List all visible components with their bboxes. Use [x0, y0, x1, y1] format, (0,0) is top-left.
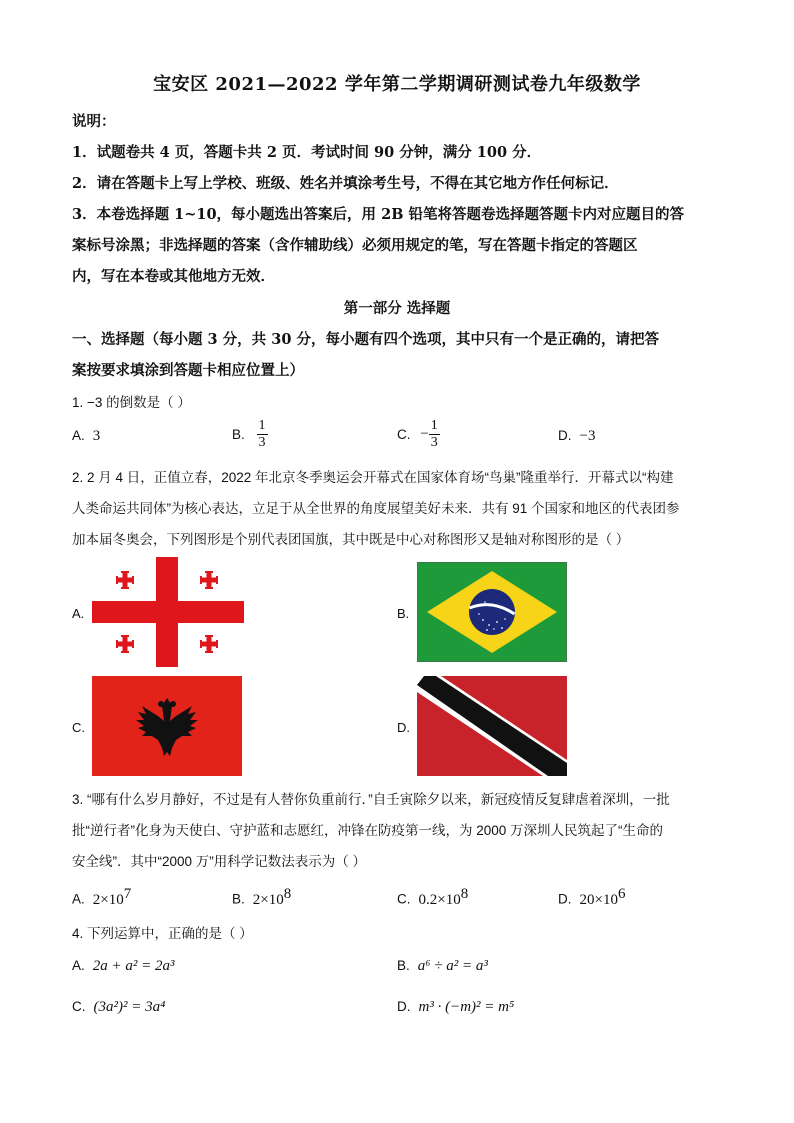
- section-intro-2: 案按要求填涂到答题卡相应位置上）: [72, 362, 304, 379]
- q1-option-a: A. 3: [72, 428, 101, 444]
- q1-option-b: B. $\frac{1}{3}$: [232, 418, 266, 450]
- q2-stem-3: 加本届冬奥会，下列图形是个别代表团国旗，其中既是中心对称图形又是轴对称图形的是（ ）: [72, 532, 630, 547]
- q2-stem-2: 人类命运共同体”为核心表达，立足于从全世界的角度展望美好未来．共有 91 个国家和地区的代表团参: [72, 501, 680, 516]
- instruction-1: 1．试题卷共 4 页，答题卡共 2 页．考试时间 90 分钟，满分 100 分．: [72, 144, 542, 161]
- exam-title: 宝安区 2021—2022 学年第二学期调研测试卷九年级数学: [153, 74, 641, 95]
- albania-flag-image: [92, 676, 242, 780]
- q4-option-d: D. m³ · (−m)² = m⁵: [397, 999, 515, 1015]
- q1-option-c: C. − $\frac{1}{3}$: [397, 418, 438, 450]
- fraction: $\frac{1}{3}$: [430, 418, 438, 450]
- section-intro-1: 一、选择题（每小题 3 分，共 30 分，每小题有四个选项，其中只有一个是正确的，请把答: [72, 331, 659, 348]
- brazil-flag-image: [417, 562, 567, 666]
- q2-option-a-label: A.: [72, 606, 85, 621]
- q2-option-c-label: C.: [72, 720, 85, 735]
- georgia-flag-image: [92, 557, 244, 671]
- instruction-2: 2．请在答题卡上写上学校、班级、姓名并填涂考生号，不得在其它地方作任何标记．: [72, 175, 619, 192]
- instruction-3-end: 内，写在本卷或其他地方无效．: [72, 268, 275, 285]
- fraction: $\frac{1}{3}$: [258, 418, 266, 450]
- instructions-heading: 说明：: [72, 113, 116, 130]
- q4-option-c: C. (3a²)² = 3a⁴: [72, 999, 166, 1015]
- q3-option-d: D. $20\times 10^6$: [558, 886, 626, 908]
- q3-option-a: A. $2\times 10^7$: [72, 886, 132, 908]
- instruction-3-cont: 案标号涂黑；非选择题的答案（含作辅助线）必须用规定的笔，写在答题卡指定的答题区: [72, 237, 638, 254]
- q2-option-d-label: D.: [397, 720, 410, 735]
- q4-option-a: A. 2a + a² = 2a³: [72, 958, 175, 974]
- q3-stem-3: 安全线”．其中“2000 万”用科学记数法表示为（ ）: [72, 854, 367, 869]
- q3-option-c: C. $0.2\times 10^8$: [397, 886, 469, 908]
- q3-option-b: B. $2\times 10^8$: [232, 886, 292, 908]
- q4-option-b: B. a⁶ ÷ a² = a³: [397, 958, 488, 974]
- q1-stem: 1. −3 的倒数是（ ）: [72, 395, 191, 410]
- trinidad-flag-image: [417, 676, 567, 780]
- q4-stem: 4. 下列运算中，正确的是（ ）: [72, 926, 253, 941]
- instruction-3: 3．本卷选择题 1~10，每小题选出答案后，用 2B 铅笔将答题卷选择题答题卡内对应题目的答: [72, 206, 684, 223]
- q2-option-b-label: B.: [397, 606, 410, 621]
- q3-stem-2: 批“逆行者”化身为天使白、守护蓝和志愿红，冲锋在防疫第一线，为 2000 万深圳人民筑起了“生命的: [72, 823, 664, 838]
- q3-stem-1: 3. “哪有什么岁月静好，不过是有人替你负重前行．”自壬寅除夕以来，新冠疫情反复肆虐着深圳，一批: [72, 792, 670, 807]
- q2-stem-1: 2. 2 月 4 日，正值立春，2022 年北京冬季奥运会开幕式在国家体育场“鸟巢”隆重举行．开幕式以“构建: [72, 470, 674, 485]
- section-title: 第一部分 选择题: [343, 300, 451, 317]
- q1-option-d: D. −3: [558, 428, 596, 444]
